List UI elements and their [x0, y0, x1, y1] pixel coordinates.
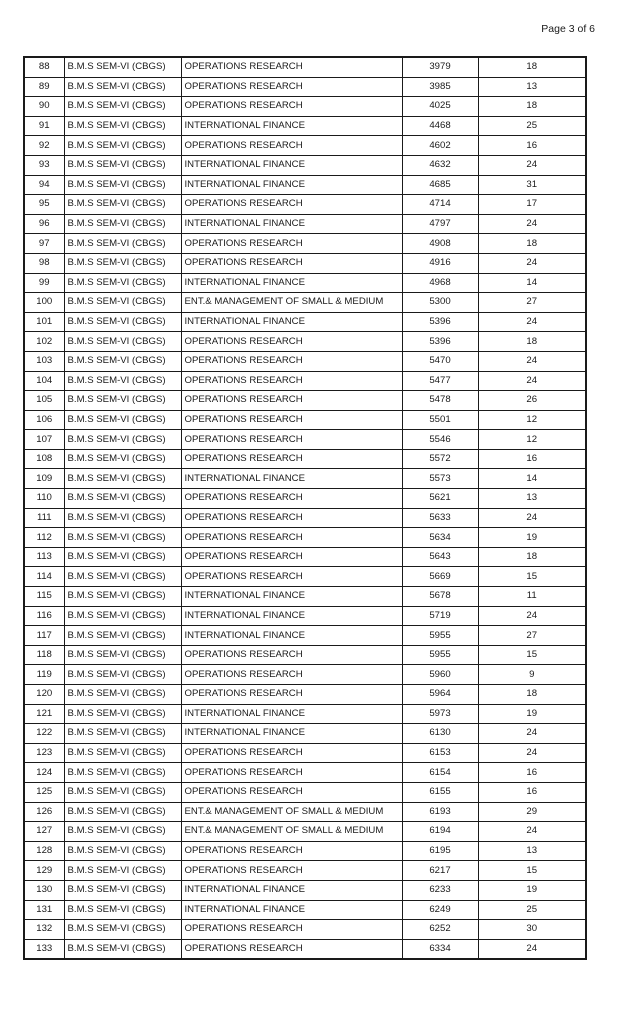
course-cell: B.M.S SEM-VI (CBGS): [64, 273, 181, 293]
seat-number-cell: 4714: [402, 195, 478, 215]
course-cell: B.M.S SEM-VI (CBGS): [64, 704, 181, 724]
subject-cell: OPERATIONS RESEARCH: [181, 371, 402, 391]
subject-cell: ENT.& MANAGEMENT OF SMALL & MEDIUM: [181, 802, 402, 822]
serial-number-cell: 123: [24, 743, 64, 763]
seat-number-cell: 4025: [402, 97, 478, 117]
marks-cell: 24: [478, 606, 586, 626]
marks-cell: 24: [478, 939, 586, 959]
table-row: [24, 645, 586, 665]
marks-cell: 24: [478, 351, 586, 371]
table-row: [24, 841, 586, 861]
course-cell: B.M.S SEM-VI (CBGS): [64, 900, 181, 920]
course-cell: B.M.S SEM-VI (CBGS): [64, 724, 181, 744]
seat-number-cell: 6217: [402, 861, 478, 881]
seat-number-cell: 5572: [402, 449, 478, 469]
serial-number-cell: 94: [24, 175, 64, 195]
table-row: [24, 782, 586, 802]
serial-number-cell: 117: [24, 626, 64, 646]
seat-number-cell: 5470: [402, 351, 478, 371]
subject-cell: OPERATIONS RESEARCH: [181, 841, 402, 861]
seat-number-cell: 4602: [402, 136, 478, 156]
subject-cell: OPERATIONS RESEARCH: [181, 567, 402, 587]
course-cell: B.M.S SEM-VI (CBGS): [64, 214, 181, 234]
subject-cell: OPERATIONS RESEARCH: [181, 253, 402, 273]
serial-number-cell: 97: [24, 234, 64, 254]
serial-number-cell: 130: [24, 880, 64, 900]
marks-cell: 25: [478, 900, 586, 920]
course-cell: B.M.S SEM-VI (CBGS): [64, 587, 181, 607]
seat-number-cell: 4968: [402, 273, 478, 293]
serial-number-cell: 125: [24, 782, 64, 802]
course-cell: B.M.S SEM-VI (CBGS): [64, 57, 181, 77]
serial-number-cell: 109: [24, 469, 64, 489]
subject-cell: OPERATIONS RESEARCH: [181, 782, 402, 802]
course-cell: B.M.S SEM-VI (CBGS): [64, 822, 181, 842]
table-row: [24, 822, 586, 842]
subject-cell: OPERATIONS RESEARCH: [181, 136, 402, 156]
marks-cell: 29: [478, 802, 586, 822]
marks-cell: 19: [478, 704, 586, 724]
seat-number-cell: 5955: [402, 626, 478, 646]
marks-cell: 12: [478, 410, 586, 430]
marks-cell: 13: [478, 841, 586, 861]
seat-number-cell: 4908: [402, 234, 478, 254]
marks-cell: 18: [478, 547, 586, 567]
serial-number-cell: 93: [24, 155, 64, 175]
serial-number-cell: 90: [24, 97, 64, 117]
seat-number-cell: 6334: [402, 939, 478, 959]
table-row: [24, 880, 586, 900]
table-row: [24, 528, 586, 548]
subject-cell: ENT.& MANAGEMENT OF SMALL & MEDIUM: [181, 822, 402, 842]
course-cell: B.M.S SEM-VI (CBGS): [64, 841, 181, 861]
subject-cell: INTERNATIONAL FINANCE: [181, 900, 402, 920]
course-cell: B.M.S SEM-VI (CBGS): [64, 528, 181, 548]
marks-cell: 27: [478, 293, 586, 313]
seat-number-cell: 4916: [402, 253, 478, 273]
serial-number-cell: 131: [24, 900, 64, 920]
seat-number-cell: 6193: [402, 802, 478, 822]
table-row: [24, 449, 586, 469]
serial-number-cell: 121: [24, 704, 64, 724]
marks-cell: 24: [478, 312, 586, 332]
table-row: [24, 312, 586, 332]
course-cell: B.M.S SEM-VI (CBGS): [64, 430, 181, 450]
subject-cell: INTERNATIONAL FINANCE: [181, 273, 402, 293]
seat-number-cell: 5973: [402, 704, 478, 724]
table-row: [24, 743, 586, 763]
subject-cell: OPERATIONS RESEARCH: [181, 665, 402, 685]
serial-number-cell: 129: [24, 861, 64, 881]
marks-cell: 15: [478, 567, 586, 587]
course-cell: B.M.S SEM-VI (CBGS): [64, 880, 181, 900]
course-cell: B.M.S SEM-VI (CBGS): [64, 77, 181, 97]
serial-number-cell: 110: [24, 489, 64, 509]
serial-number-cell: 105: [24, 391, 64, 411]
subject-cell: INTERNATIONAL FINANCE: [181, 606, 402, 626]
course-cell: B.M.S SEM-VI (CBGS): [64, 97, 181, 117]
serial-number-cell: 88: [24, 57, 64, 77]
course-cell: B.M.S SEM-VI (CBGS): [64, 567, 181, 587]
subject-cell: INTERNATIONAL FINANCE: [181, 587, 402, 607]
marks-cell: 15: [478, 645, 586, 665]
seat-number-cell: 5396: [402, 312, 478, 332]
subject-cell: OPERATIONS RESEARCH: [181, 645, 402, 665]
marks-cell: 24: [478, 724, 586, 744]
subject-cell: OPERATIONS RESEARCH: [181, 861, 402, 881]
marks-cell: 19: [478, 880, 586, 900]
marks-cell: 18: [478, 97, 586, 117]
subject-cell: INTERNATIONAL FINANCE: [181, 704, 402, 724]
course-cell: B.M.S SEM-VI (CBGS): [64, 685, 181, 705]
course-cell: B.M.S SEM-VI (CBGS): [64, 253, 181, 273]
seat-number-cell: 6249: [402, 900, 478, 920]
table-row: [24, 939, 586, 959]
subject-cell: OPERATIONS RESEARCH: [181, 920, 402, 940]
seat-number-cell: 5634: [402, 528, 478, 548]
table-row: [24, 802, 586, 822]
table-row: [24, 175, 586, 195]
subject-cell: OPERATIONS RESEARCH: [181, 449, 402, 469]
marks-cell: 25: [478, 116, 586, 136]
table-row: [24, 77, 586, 97]
seat-number-cell: 5669: [402, 567, 478, 587]
subject-cell: INTERNATIONAL FINANCE: [181, 312, 402, 332]
marks-cell: 12: [478, 430, 586, 450]
subject-cell: INTERNATIONAL FINANCE: [181, 880, 402, 900]
subject-cell: OPERATIONS RESEARCH: [181, 351, 402, 371]
course-cell: B.M.S SEM-VI (CBGS): [64, 371, 181, 391]
subject-cell: OPERATIONS RESEARCH: [181, 77, 402, 97]
subject-cell: OPERATIONS RESEARCH: [181, 234, 402, 254]
serial-number-cell: 114: [24, 567, 64, 587]
serial-number-cell: 133: [24, 939, 64, 959]
serial-number-cell: 92: [24, 136, 64, 156]
subject-cell: OPERATIONS RESEARCH: [181, 489, 402, 509]
course-cell: B.M.S SEM-VI (CBGS): [64, 743, 181, 763]
subject-cell: ENT.& MANAGEMENT OF SMALL & MEDIUM: [181, 293, 402, 313]
table-row: [24, 508, 586, 528]
serial-number-cell: 128: [24, 841, 64, 861]
course-cell: B.M.S SEM-VI (CBGS): [64, 293, 181, 313]
marks-cell: 18: [478, 234, 586, 254]
table-row: [24, 900, 586, 920]
marks-cell: 14: [478, 273, 586, 293]
seat-number-cell: 6153: [402, 743, 478, 763]
course-cell: B.M.S SEM-VI (CBGS): [64, 763, 181, 783]
seat-number-cell: 5955: [402, 645, 478, 665]
table-row: [24, 547, 586, 567]
table-row: [24, 587, 586, 607]
serial-number-cell: 91: [24, 116, 64, 136]
marks-cell: 18: [478, 332, 586, 352]
marks-cell: 16: [478, 449, 586, 469]
table-row: [24, 57, 586, 77]
seat-number-cell: 6155: [402, 782, 478, 802]
marks-cell: 27: [478, 626, 586, 646]
course-cell: B.M.S SEM-VI (CBGS): [64, 175, 181, 195]
course-cell: B.M.S SEM-VI (CBGS): [64, 547, 181, 567]
table-row: [24, 567, 586, 587]
seat-number-cell: 4797: [402, 214, 478, 234]
course-cell: B.M.S SEM-VI (CBGS): [64, 920, 181, 940]
seat-number-cell: 6154: [402, 763, 478, 783]
subject-cell: OPERATIONS RESEARCH: [181, 743, 402, 763]
subject-cell: OPERATIONS RESEARCH: [181, 528, 402, 548]
marks-cell: 11: [478, 587, 586, 607]
marks-cell: 31: [478, 175, 586, 195]
seat-number-cell: 5964: [402, 685, 478, 705]
course-cell: B.M.S SEM-VI (CBGS): [64, 449, 181, 469]
course-cell: B.M.S SEM-VI (CBGS): [64, 234, 181, 254]
course-cell: B.M.S SEM-VI (CBGS): [64, 802, 181, 822]
seat-number-cell: 5546: [402, 430, 478, 450]
table-row: [24, 665, 586, 685]
seat-number-cell: 5573: [402, 469, 478, 489]
seat-number-cell: 5643: [402, 547, 478, 567]
course-cell: B.M.S SEM-VI (CBGS): [64, 645, 181, 665]
serial-number-cell: 116: [24, 606, 64, 626]
serial-number-cell: 122: [24, 724, 64, 744]
table-row: [24, 920, 586, 940]
course-cell: B.M.S SEM-VI (CBGS): [64, 195, 181, 215]
table-row: [24, 253, 586, 273]
course-cell: B.M.S SEM-VI (CBGS): [64, 116, 181, 136]
table-row: [24, 214, 586, 234]
serial-number-cell: 111: [24, 508, 64, 528]
seat-number-cell: 6252: [402, 920, 478, 940]
course-cell: B.M.S SEM-VI (CBGS): [64, 626, 181, 646]
subject-cell: INTERNATIONAL FINANCE: [181, 469, 402, 489]
course-cell: B.M.S SEM-VI (CBGS): [64, 606, 181, 626]
course-cell: B.M.S SEM-VI (CBGS): [64, 469, 181, 489]
table-row: [24, 685, 586, 705]
marks-cell: 13: [478, 77, 586, 97]
seat-number-cell: 5396: [402, 332, 478, 352]
seat-number-cell: 3979: [402, 57, 478, 77]
table-row: [24, 273, 586, 293]
seat-number-cell: 5678: [402, 587, 478, 607]
table-row: [24, 763, 586, 783]
course-cell: B.M.S SEM-VI (CBGS): [64, 312, 181, 332]
seat-number-cell: 4685: [402, 175, 478, 195]
results-table: [23, 56, 587, 960]
table-row: [24, 371, 586, 391]
serial-number-cell: 113: [24, 547, 64, 567]
subject-cell: INTERNATIONAL FINANCE: [181, 214, 402, 234]
subject-cell: INTERNATIONAL FINANCE: [181, 724, 402, 744]
serial-number-cell: 118: [24, 645, 64, 665]
seat-number-cell: 6233: [402, 880, 478, 900]
seat-number-cell: 4632: [402, 155, 478, 175]
table-row: [24, 469, 586, 489]
serial-number-cell: 101: [24, 312, 64, 332]
seat-number-cell: 6194: [402, 822, 478, 842]
course-cell: B.M.S SEM-VI (CBGS): [64, 665, 181, 685]
serial-number-cell: 115: [24, 587, 64, 607]
subject-cell: OPERATIONS RESEARCH: [181, 391, 402, 411]
table-row: [24, 116, 586, 136]
subject-cell: OPERATIONS RESEARCH: [181, 430, 402, 450]
seat-number-cell: 5300: [402, 293, 478, 313]
results-table-body: [24, 57, 586, 959]
table-row: [24, 606, 586, 626]
serial-number-cell: 120: [24, 685, 64, 705]
subject-cell: OPERATIONS RESEARCH: [181, 97, 402, 117]
subject-cell: OPERATIONS RESEARCH: [181, 332, 402, 352]
course-cell: B.M.S SEM-VI (CBGS): [64, 410, 181, 430]
seat-number-cell: 6130: [402, 724, 478, 744]
serial-number-cell: 99: [24, 273, 64, 293]
table-row: [24, 155, 586, 175]
marks-cell: 26: [478, 391, 586, 411]
marks-cell: 24: [478, 253, 586, 273]
course-cell: B.M.S SEM-VI (CBGS): [64, 332, 181, 352]
course-cell: B.M.S SEM-VI (CBGS): [64, 351, 181, 371]
table-row: [24, 97, 586, 117]
subject-cell: INTERNATIONAL FINANCE: [181, 155, 402, 175]
marks-cell: 16: [478, 782, 586, 802]
serial-number-cell: 106: [24, 410, 64, 430]
subject-cell: OPERATIONS RESEARCH: [181, 685, 402, 705]
marks-cell: 17: [478, 195, 586, 215]
marks-cell: 13: [478, 489, 586, 509]
table-row: [24, 724, 586, 744]
marks-cell: 18: [478, 57, 586, 77]
seat-number-cell: 5960: [402, 665, 478, 685]
marks-cell: 16: [478, 136, 586, 156]
serial-number-cell: 100: [24, 293, 64, 313]
serial-number-cell: 96: [24, 214, 64, 234]
subject-cell: OPERATIONS RESEARCH: [181, 195, 402, 215]
marks-cell: 30: [478, 920, 586, 940]
marks-cell: 18: [478, 685, 586, 705]
seat-number-cell: 5621: [402, 489, 478, 509]
subject-cell: OPERATIONS RESEARCH: [181, 939, 402, 959]
table-row: [24, 861, 586, 881]
table-row: [24, 234, 586, 254]
subject-cell: INTERNATIONAL FINANCE: [181, 175, 402, 195]
table-row: [24, 626, 586, 646]
marks-cell: 15: [478, 861, 586, 881]
course-cell: B.M.S SEM-VI (CBGS): [64, 155, 181, 175]
subject-cell: OPERATIONS RESEARCH: [181, 763, 402, 783]
seat-number-cell: 5501: [402, 410, 478, 430]
course-cell: B.M.S SEM-VI (CBGS): [64, 391, 181, 411]
seat-number-cell: 5477: [402, 371, 478, 391]
course-cell: B.M.S SEM-VI (CBGS): [64, 489, 181, 509]
course-cell: B.M.S SEM-VI (CBGS): [64, 136, 181, 156]
course-cell: B.M.S SEM-VI (CBGS): [64, 939, 181, 959]
serial-number-cell: 112: [24, 528, 64, 548]
table-row: [24, 195, 586, 215]
serial-number-cell: 124: [24, 763, 64, 783]
marks-cell: 24: [478, 743, 586, 763]
course-cell: B.M.S SEM-VI (CBGS): [64, 782, 181, 802]
seat-number-cell: 5633: [402, 508, 478, 528]
course-cell: B.M.S SEM-VI (CBGS): [64, 508, 181, 528]
seat-number-cell: 3985: [402, 77, 478, 97]
serial-number-cell: 108: [24, 449, 64, 469]
page-indicator: Page 3 of 6: [541, 23, 595, 35]
table-row: [24, 430, 586, 450]
marks-cell: 24: [478, 508, 586, 528]
marks-cell: 24: [478, 155, 586, 175]
serial-number-cell: 103: [24, 351, 64, 371]
table-row: [24, 293, 586, 313]
serial-number-cell: 119: [24, 665, 64, 685]
table-row: [24, 136, 586, 156]
serial-number-cell: 98: [24, 253, 64, 273]
marks-cell: 14: [478, 469, 586, 489]
serial-number-cell: 107: [24, 430, 64, 450]
table-row: [24, 332, 586, 352]
marks-cell: 16: [478, 763, 586, 783]
seat-number-cell: 5719: [402, 606, 478, 626]
serial-number-cell: 126: [24, 802, 64, 822]
marks-cell: 19: [478, 528, 586, 548]
serial-number-cell: 89: [24, 77, 64, 97]
seat-number-cell: 4468: [402, 116, 478, 136]
seat-number-cell: 6195: [402, 841, 478, 861]
serial-number-cell: 104: [24, 371, 64, 391]
course-cell: B.M.S SEM-VI (CBGS): [64, 861, 181, 881]
serial-number-cell: 127: [24, 822, 64, 842]
marks-cell: 9: [478, 665, 586, 685]
table-row: [24, 391, 586, 411]
subject-cell: OPERATIONS RESEARCH: [181, 508, 402, 528]
subject-cell: OPERATIONS RESEARCH: [181, 57, 402, 77]
seat-number-cell: 5478: [402, 391, 478, 411]
serial-number-cell: 132: [24, 920, 64, 940]
subject-cell: OPERATIONS RESEARCH: [181, 547, 402, 567]
serial-number-cell: 95: [24, 195, 64, 215]
table-row: [24, 351, 586, 371]
subject-cell: INTERNATIONAL FINANCE: [181, 626, 402, 646]
marks-cell: 24: [478, 371, 586, 391]
marks-cell: 24: [478, 822, 586, 842]
marks-cell: 24: [478, 214, 586, 234]
subject-cell: INTERNATIONAL FINANCE: [181, 116, 402, 136]
table-row: [24, 489, 586, 509]
subject-cell: OPERATIONS RESEARCH: [181, 410, 402, 430]
table-row: [24, 410, 586, 430]
table-row: [24, 704, 586, 724]
serial-number-cell: 102: [24, 332, 64, 352]
